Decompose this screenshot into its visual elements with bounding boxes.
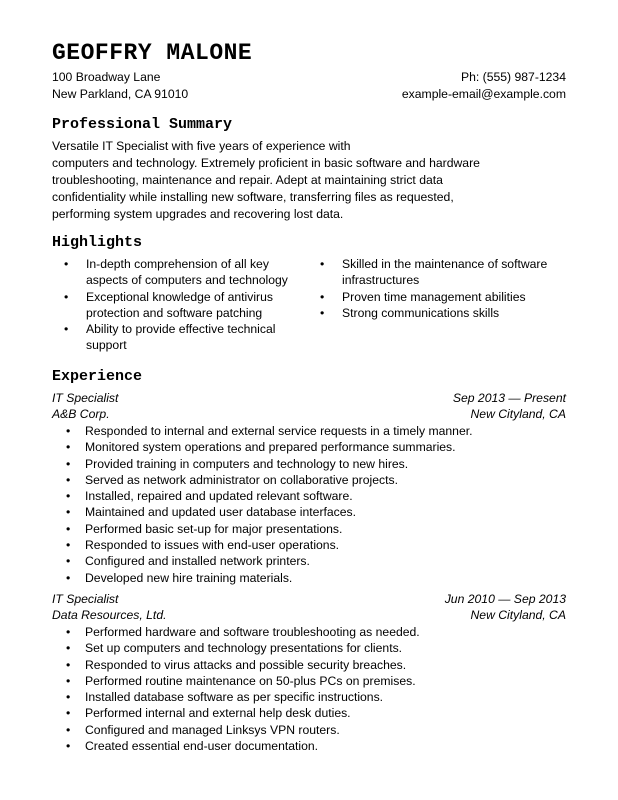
duty-item: • Created essential end-user documentation.	[52, 738, 566, 754]
highlights-column-left	[52, 256, 308, 354]
duty-item: • Configured and managed Linksys VPN routers.	[52, 722, 566, 738]
contact-row-2	[52, 86, 566, 103]
highlight-item	[308, 256, 566, 289]
highlight-line: Skilled in the maintenance of software	[342, 257, 548, 271]
duty-item: • Developed new hire training materials.	[52, 570, 566, 586]
duty-item: • Installed database software as per specific instructions.	[52, 689, 566, 705]
duty-item: • Maintained and updated user database interfaces.	[52, 504, 566, 520]
highlights-column-right	[308, 256, 566, 354]
summary-line: confidentiality while installing new software, transferring files as requested,	[52, 190, 454, 204]
summary-line: performing system upgrades and recovering lost data.	[52, 207, 344, 221]
highlight-line: Ability to provide effective technical	[86, 322, 276, 337]
highlight-line: support	[86, 338, 127, 353]
address-line-1: 100 Broadway Lane	[52, 70, 161, 84]
highlight-line: In-depth comprehension of all key	[86, 257, 269, 271]
duty-item: • Responded to virus attacks and possible security breaches.	[52, 657, 566, 673]
duty-item: • Provided training in computers and technology to new hires.	[52, 456, 566, 472]
job-company: Data Resources, Ltd.	[52, 608, 167, 622]
summary-text	[52, 138, 522, 223]
highlight-item	[52, 256, 308, 289]
highlight-line: Strong communications skills	[342, 305, 500, 320]
duty-item: • Installed, repaired and updated relevant software.	[52, 488, 566, 504]
phone-number: Ph: (555) 987-1234	[460, 70, 566, 84]
highlight-line: infrastructures	[342, 273, 420, 288]
email-address: example-email@example.com	[401, 87, 566, 101]
experience-heading: Experience	[52, 368, 143, 385]
duty-item: • Performed internal and external help desk duties.	[52, 705, 566, 721]
job-title: IT Specialist	[52, 391, 119, 405]
job-2-duties	[52, 624, 566, 754]
highlight-line: Proven time management abilities	[342, 289, 526, 304]
highlights-list	[52, 256, 566, 354]
highlight-item	[52, 321, 308, 354]
contact-row-1	[52, 69, 566, 86]
job-location: New Cityland, CA	[470, 407, 566, 421]
highlight-line: aspects of computers and technology	[86, 273, 288, 288]
job-2-title-row	[52, 591, 566, 608]
highlight-item	[52, 289, 308, 322]
summary-line: troubleshooting, maintenance and repair. Adept at maintaining strict data	[52, 173, 443, 187]
address-line-2: New Parkland, CA 91010	[52, 87, 189, 101]
job-1-title-row	[52, 390, 566, 407]
duty-item: • Set up computers and technology presentations for clients.	[52, 640, 566, 656]
job-1-company-row	[52, 406, 566, 423]
job-dates: Jun 2010 — Sep 2013	[444, 592, 566, 606]
candidate-name: GEOFFRY MALONE	[52, 40, 253, 66]
highlight-item	[308, 305, 566, 321]
highlights-heading: Highlights	[52, 234, 143, 251]
summary-line: computers and technology. Extremely proficient in basic software and hardware	[52, 156, 480, 170]
job-company: A&B Corp.	[52, 407, 110, 421]
job-1-duties	[52, 423, 566, 586]
summary-line: Versatile IT Specialist with five years of experience with	[52, 139, 351, 153]
duty-item: • Responded to internal and external service requests in a timely manner.	[52, 423, 566, 439]
duty-item: • Monitored system operations and prepared performance summaries.	[52, 439, 566, 455]
job-location: New Cityland, CA	[470, 608, 566, 622]
summary-heading: Professional Summary	[52, 116, 233, 133]
highlight-item	[308, 289, 566, 305]
duty-item: • Responded to issues with end-user operations.	[52, 537, 566, 553]
job-dates: Sep 2013 — Present	[452, 391, 566, 405]
highlight-line: protection and software patching	[86, 305, 263, 320]
duty-item: • Configured and installed network printers.	[52, 553, 566, 569]
duty-item: • Served as network administrator on collaborative projects.	[52, 472, 566, 488]
duty-item: • Performed basic set-up for major presentations.	[52, 521, 566, 537]
duty-item: • Performed hardware and software troubleshooting as needed.	[52, 624, 566, 640]
job-2-company-row	[52, 607, 566, 624]
job-title: IT Specialist	[52, 592, 119, 606]
highlight-line: Exceptional knowledge of antivirus	[86, 289, 273, 304]
duty-item: • Performed routine maintenance on 50-plus PCs on premises.	[52, 673, 566, 689]
